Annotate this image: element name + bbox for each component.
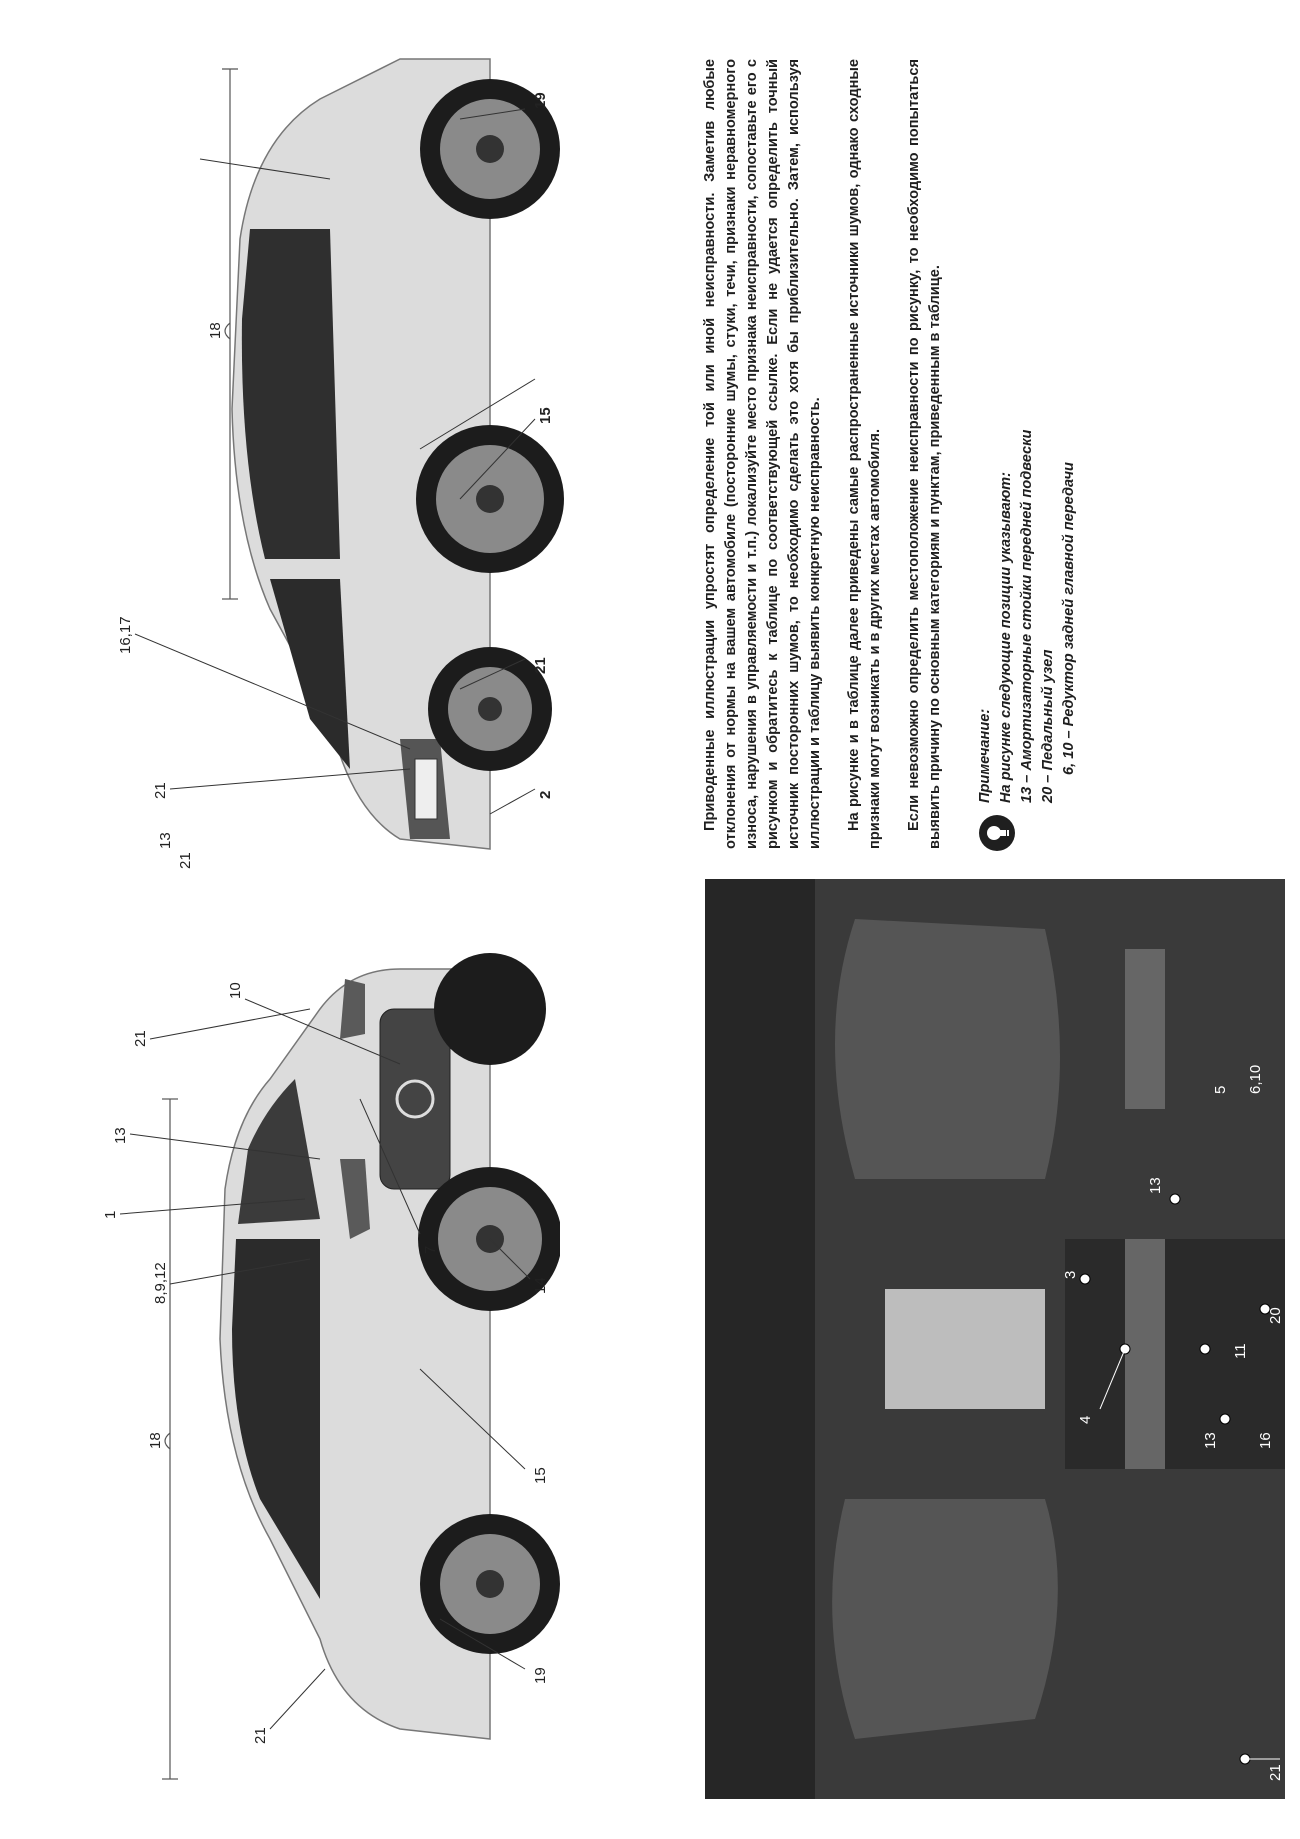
callout-8-9-12: 8,9,12 bbox=[152, 1262, 169, 1304]
callout-21-rear-corner: 21 bbox=[177, 852, 194, 869]
note-item-13: 13 – Амортизаторные стойки передней подвески bbox=[1019, 429, 1035, 803]
interior-callout-4: 4 bbox=[1077, 1415, 1094, 1424]
callout-19-rear: 19 bbox=[532, 92, 549, 109]
car-front-view-illustration bbox=[20, 919, 560, 1799]
interior-callout-3: 3 bbox=[1062, 1270, 1079, 1279]
interior-callout-13-right: 13 bbox=[1147, 1177, 1164, 1194]
interior-callout-16: 16 bbox=[1257, 1432, 1274, 1449]
callout-13: 13 bbox=[112, 1127, 129, 1144]
callout-2: 2 bbox=[537, 790, 554, 799]
note-item-20: 20 – Педальный узел bbox=[1040, 649, 1056, 803]
note-title: Примечание: bbox=[977, 708, 993, 803]
callout-18: 18 bbox=[147, 1432, 164, 1449]
paragraph-2: На рисунке и в таблице далее приведены самые распространенные источники шумов, однако сходные признаки могут возникать и в других местах автомобиля. bbox=[846, 59, 883, 849]
note-block bbox=[975, 209, 1080, 849]
callout-19: 19 bbox=[532, 1667, 549, 1684]
car-interior-photo bbox=[705, 879, 1285, 1799]
callout-13-rear: 13 bbox=[157, 832, 174, 849]
interior-callout-20: 20 bbox=[1267, 1307, 1284, 1324]
callout-21: 21 bbox=[132, 1030, 149, 1047]
callout-1: 1 bbox=[102, 1210, 119, 1219]
callout-15-rear: 15 bbox=[537, 407, 554, 424]
info-bulb-icon bbox=[979, 815, 1015, 851]
interior-callout-6-10: 6,10 bbox=[1247, 1064, 1264, 1094]
callout-14: 14 bbox=[532, 1277, 549, 1294]
callout-10: 10 bbox=[227, 982, 244, 999]
callout-18-rear: 18 bbox=[207, 322, 224, 339]
paragraph-1: Приводенные иллюстрации упростят определение той или иной неисправности. Заметив любые отклонения от нормы на вашем автомобиле (посторонние шумы, стуки, течи, признаки неравномерного износа, нарушения в управляемости и т.п.) локализуйте место признака неисправности, сопоставьте его с рисунком и обратитесь к таблице по соответствующей ссылке. Если не удается определить точный источник посторонних шумов, то необходимо сделать это хотя бы приблизительно. Затем, используя иллюстрации и таблицу выявить конкретную неисправность. bbox=[702, 59, 823, 849]
body-text bbox=[700, 59, 1220, 849]
callout-15: 15 bbox=[532, 1467, 549, 1484]
callout-21-rear-bottom: 21 bbox=[532, 657, 549, 674]
callout-21b: 21 bbox=[252, 1727, 269, 1744]
interior-callout-13-left: 13 bbox=[1202, 1432, 1219, 1449]
note-intro: На рисунке следующие позиции указывают: bbox=[998, 472, 1014, 803]
interior-callout-11: 11 bbox=[1232, 1343, 1249, 1359]
callout-21-rear-top: 21 bbox=[152, 782, 169, 799]
interior-callout-21: 21 bbox=[1267, 1764, 1284, 1781]
note-item-6-10: 6, 10 – Редуктор задней главной передачи bbox=[1061, 462, 1077, 775]
car-rear-view-illustration bbox=[20, 19, 580, 879]
interior-callout-5: 5 bbox=[1212, 1085, 1229, 1094]
note-text bbox=[975, 209, 1080, 803]
callout-16-17: 16,17 bbox=[117, 616, 134, 654]
callout-7: 7 bbox=[422, 1245, 439, 1254]
paragraph-3: Если невозможно определить местоположение неисправности по рисунку, то необходимо попытаться выявить причину по основным категориям и пунктам, приведенным в таблице. bbox=[906, 59, 943, 849]
